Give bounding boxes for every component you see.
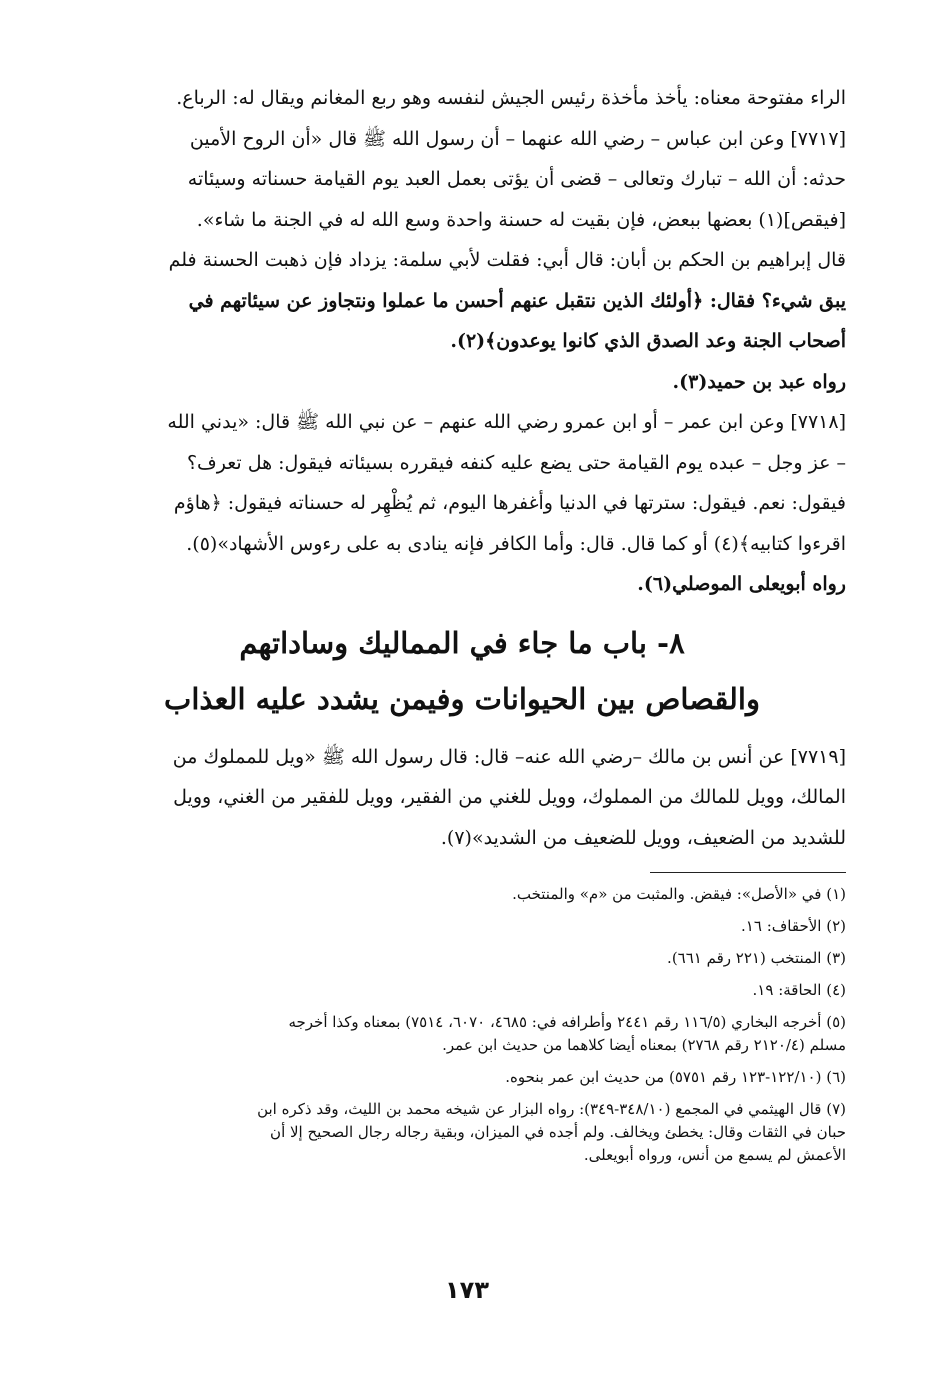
footnote-line: مسلم (٢١٢٠/٤ رقم ٢٧٦٨) بمعناه أيضا كلاهما من حديث ابن عمر. xyxy=(442,1036,846,1054)
footnote-line: الأعمش لم يسمع من أنس، ورواه أبويعلى. xyxy=(583,1146,846,1164)
text-line: حدثه: أن الله – تبارك وتعالى – قضى أن يؤتى بعمل العبد يوم القيامة حسناته وسيئاته xyxy=(187,168,846,190)
hadith-7717 xyxy=(78,119,846,241)
footnote xyxy=(78,979,846,1002)
hadith-7719 xyxy=(78,737,846,859)
footnote xyxy=(78,915,846,938)
text-line: المالك، وويل للمالك من المملوك، وويل للغني من الفقير، وويل للفقير من الغني، وويل xyxy=(173,786,846,808)
narration-ibrahim xyxy=(78,240,846,362)
footnote-line: (١) في «الأصل»: فيقض. والمثبت من «م» والمنتخب. xyxy=(512,885,846,903)
text-line: للشديد من الضعيف، وويل للضعيف من الشديد»(٧). xyxy=(440,826,846,849)
text-line: [٧٧١٨] وعن ابن عمر – أو ابن عمرو رضي الله عنهم – عن نبي الله ﷺ قال: «يدني الله xyxy=(167,411,846,433)
footnote xyxy=(78,1098,846,1167)
footnote xyxy=(78,1066,846,1089)
footnote-line: (٤) الحاقة: ١٩. xyxy=(752,981,846,999)
page-number: ١٧٣ xyxy=(445,1276,489,1304)
text-line: [فيقص](١) بعضها ببعض، فإن بقيت له حسنة واحدة وسع الله له في الجنة ما شاء». xyxy=(196,208,846,231)
chapter-heading-line: والقصاص بين الحيوانات وفيمن يشدد عليه العذاب xyxy=(164,681,760,716)
text-line: الراء مفتوحة معناه: يأخذ مأخذة رئيس الجيش لنفسه وهو ربع المغانم ويقال له: الرباع. xyxy=(176,87,846,109)
footnote-line: (٢) الأحقاف: ١٦. xyxy=(741,917,846,935)
chapter-heading xyxy=(78,615,846,727)
quran-line: أصحاب الجنة وعد الصدق الذي كانوا يوعدون﴾(٢). xyxy=(450,330,846,352)
paragraph-continuation xyxy=(78,78,846,119)
footnote-line: (٥) أخرجه البخاري (١١٦/٥ رقم ٢٤٤١ وأطرافه في: ٤٦٨٥، ٦٠٧٠، ٧٥١٤) بمعناه وكذا أخرجه xyxy=(288,1013,846,1031)
chapter-heading-wrap xyxy=(78,615,846,727)
text-line: فيقول: نعم. فيقول: سترتها في الدنيا وأغفرها اليوم، ثم يُظْهِر له حسناته فيقول: ﴿هاؤم xyxy=(173,492,846,514)
text-line: رواه عبد بن حميد(٣). xyxy=(672,370,846,393)
footnote xyxy=(78,883,846,906)
text-line: [٧٧١٧] وعن ابن عباس – رضي الله عنهما – أن رسول الله ﷺ قال «أن الروح الأمين xyxy=(189,127,846,150)
footnote-line: (٧) قال الهيثمي في المجمع (٣٤٨/١٠-٣٤٩): رواه البزار عن شيخه محمد بن الليث، وقد ذكره ابن xyxy=(257,1100,846,1118)
source-attribution xyxy=(78,362,846,403)
source-attribution xyxy=(78,564,846,605)
footnote-line: حبان في الثقات وقال: يخطئ ويخالف. ولم أجده في الميزان، وبقية رجاله رجال الصحيح إلا أن xyxy=(270,1123,846,1141)
text-line: [٧٧١٩] عن أنس بن مالك –رضي الله عنه– قال: قال رسول الله ﷺ «ويل للمملوك من xyxy=(172,745,846,768)
text-line: – عز وجل – عبده يوم القيامة حتى يضع عليه كنفه فيقرره بسيئاته فيقول: هل تعرف؟ xyxy=(186,451,846,474)
footnote-separator xyxy=(650,872,846,873)
footnote xyxy=(78,947,846,970)
footnote-line: (٣) المنتخب (٢٢١ رقم ٦٦١). xyxy=(667,949,846,967)
quran-line: يبق شيء؟ فقال: ﴿أولئك الذين نتقبل عنهم أحسن ما عملوا ونتجاوز عن سيئاتهم في xyxy=(188,289,846,312)
page-body xyxy=(78,78,846,1176)
footnotes xyxy=(78,883,846,1167)
hadith-7718 xyxy=(78,402,846,564)
text-line: اقرءوا كتابيه﴾(٤) أو كما قال. قال: وأما الكافر فإنه ينادى به على رءوس الأشهاد»(٥). xyxy=(186,532,846,555)
chapter-heading-line: ٨- باب ما جاء في المماليك وساداتهم xyxy=(239,625,685,660)
footnote-line: (٦) (١٢٢/١٠-١٢٣ رقم ٥٧٥١) من حديث ابن عمر بنحوه. xyxy=(505,1068,846,1086)
text-line: رواه أبويعلى الموصلي(٦). xyxy=(637,573,846,595)
text-line: قال إبراهيم بن الحكم بن أبان: قال أبي: فقلت لأبي سلمة: يزداد فإن ذهبت الحسنة فلم xyxy=(168,249,846,271)
footnote xyxy=(78,1011,846,1057)
